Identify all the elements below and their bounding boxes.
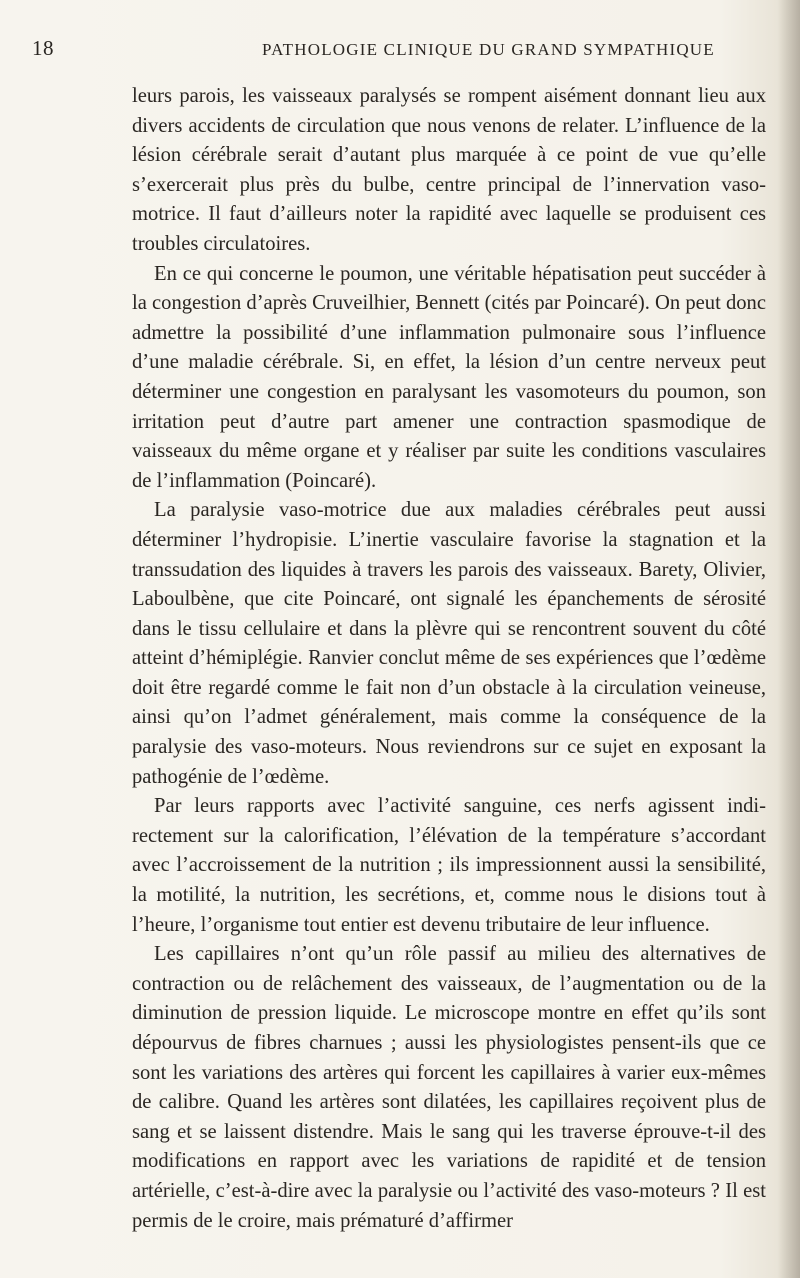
paragraph: Par leurs rapports avec l’activité sanguine, ces nerfs agissent indirectement sur la calorification, l’élévation de la température s’accordant avec l’accroissement de la nutrition ; ils impressionnent aussi la sensibilité, la motilité, la nutrition, les secrétions, et, comme nous le disions tout à l’heure, l’organisme tout entier est devenu tributaire de leur influence. xyxy=(132,795,766,936)
body-text xyxy=(132,82,766,1236)
page-edge-shadow xyxy=(778,0,800,1278)
paragraph: En ce qui concerne le poumon, une véritable hépatisation peut succéder à la congestion d’après Cruveilhier, Bennett (cités par Poincaré). On peut donc admettre la possibilité d’une inflammation pulmonaire sous l’influence d’une maladie cérébrale. Si, en effet, la lésion d’un centre nerveux peut déterminer une congestion en paralysant les vasomoteurs du poumon, son irritation peut d’autre part amener une contraction spasmodique de vaisseaux du même organe et y réaliser par suite les conditions vasculaires de l’inflammation (Poincaré). xyxy=(132,262,766,492)
paragraph: La paralysie vaso-motrice due aux maladies cérébrales peut aussi déterminer l’hydropisie. L’inertie vasculaire favorise la stagnation et la transsudation des liquides à travers les parois des vaisseaux. Barety, Olivier, Laboulbène, que cite Poincaré, ont signalé les épanchements de sérosité dans le tissu cellulaire et dans la plèvre qui se rencontrent souvent du côté atteint d’hémiplégie. Ranvier conclut même de ses expériences que l’œdème doit être regardé comme le fait non d’un obstacle à la circulation veineuse, ainsi qu’on l’admet généralement, mais comme la conséquence de la paralysie des vaso-moteurs. Nous reviendrons sur ce sujet en exposant la pathogénie de l’œdème. xyxy=(132,499,766,788)
paragraph: leurs parois, les vaisseaux paralysés se rompent aisément donnant lieu aux divers accidents de circulation que nous venons de relater. L’influence de la lésion cérébrale serait d’autant plus marquée à ce point de vue qu’elle s’exercerait plus près du bulbe, centre principal de l’innervation vaso-motrice. Il faut d’ailleurs noter la rapidité avec laquelle se produisent ces troubles circulatoires. xyxy=(132,85,766,255)
page-header xyxy=(32,36,752,66)
paragraph: Les capillaires n’ont qu’un rôle passif au milieu des alternatives de contraction ou de relâchement des vaisseaux, de l’augmentation ou de la diminution de pression liquide. Le microscope montre en effet qu’ils sont dépourvus de fibres charnues ; aussi les physiologistes pensent-ils que ce sont les variations des artères qui forcent les capillaires à varier eux-mêmes de calibre. Quand les artères sont dilatées, les capillaires reçoivent plus de sang et se laissent distendre. Mais le sang qui les traverse éprouve-t-il des modifications en rapport avec les variations de rapidité et de tension artérielle, c’est-à-dire avec la paralysie ou l’activité des vaso-moteurs ? Il est permis de le croire, mais prématuré d’affirmer xyxy=(132,943,766,1232)
page-number: 18 xyxy=(32,36,54,60)
running-head: PATHOLOGIE CLINIQUE DU GRAND SYMPATHIQUE xyxy=(262,40,715,59)
